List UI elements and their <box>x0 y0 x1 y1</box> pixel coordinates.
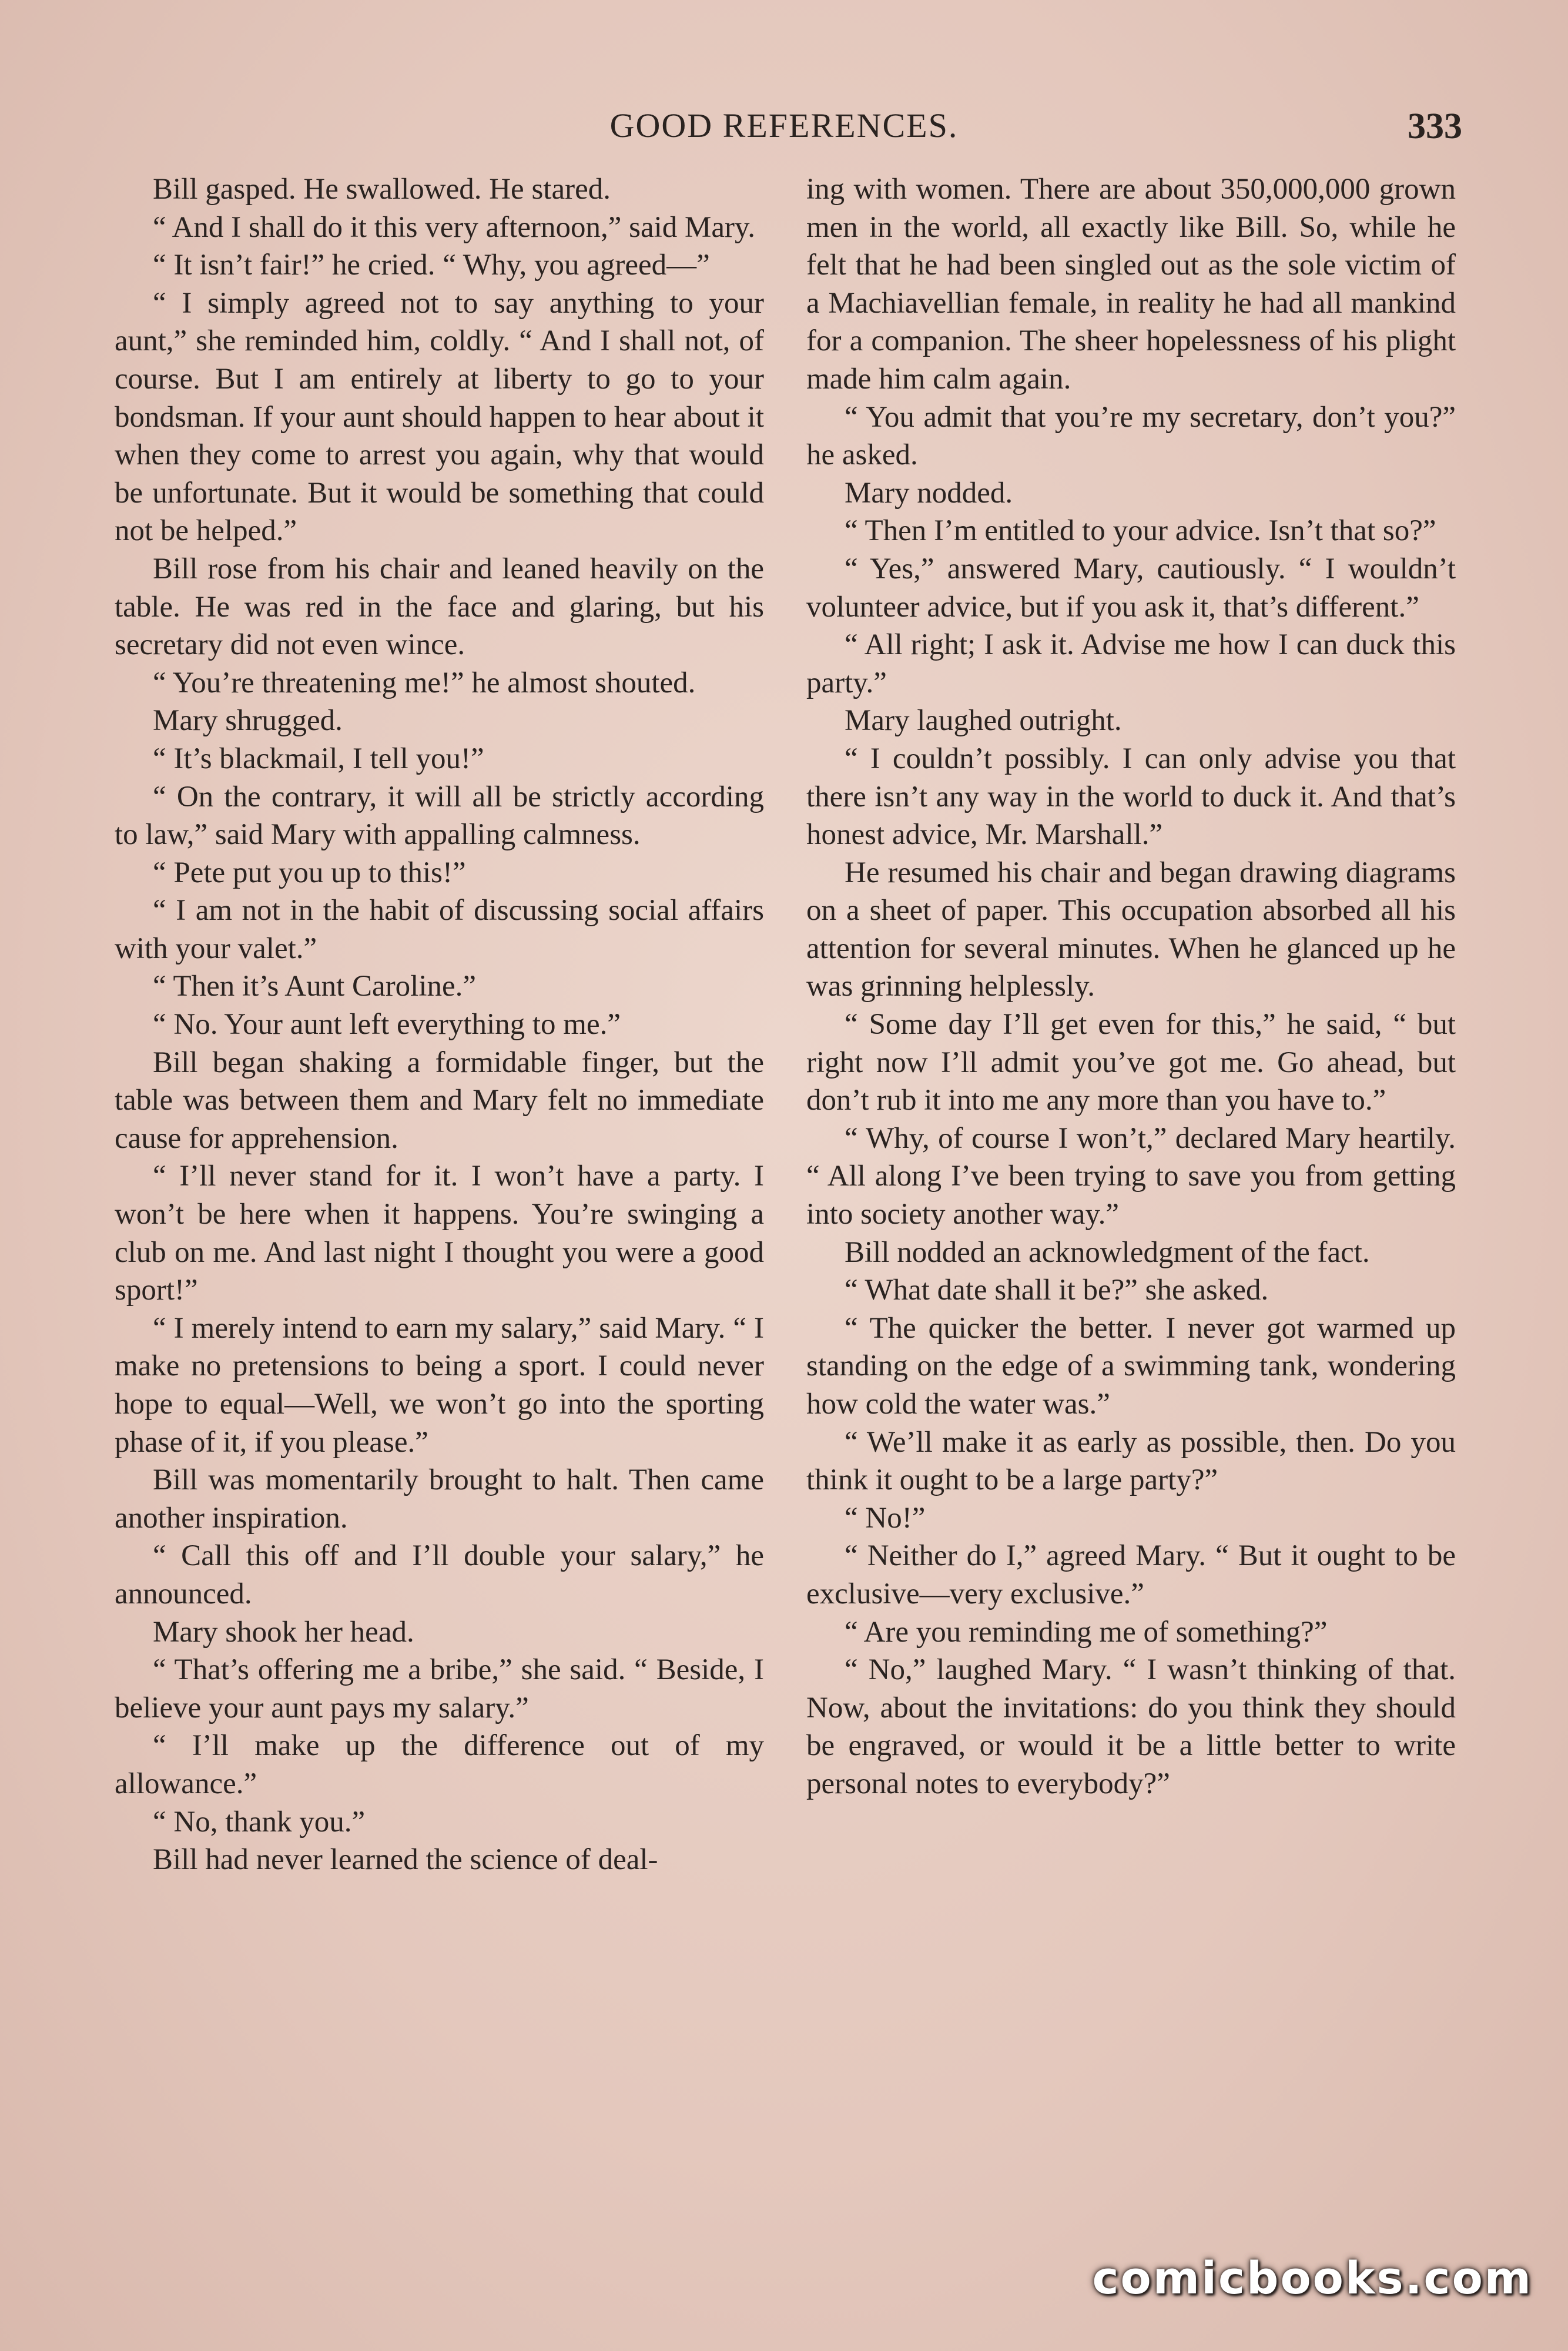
paragraph: “ You’re threatening me!” he almost shouted. <box>153 666 696 699</box>
paragraph: “ Then it’s Aunt Caroline.” <box>153 970 477 1003</box>
right-text-column <box>806 170 1456 1803</box>
paragraph: Bill nodded an acknowledgment of the fact. <box>845 1235 1370 1269</box>
paragraph: Mary shook her head. <box>153 1615 414 1649</box>
paragraph: “ I simply agreed not to say anything to your aunt,” she reminded him, coldly. “ And I shall not, of course. But I am entirely at liberty to go to your bondsman. If your aunt should happen to hear about it when they come to arrest you again, why that would be unfortunate. But it would be something that could not be helped.” <box>115 286 764 548</box>
paragraph: “ It’s blackmail, I tell you!” <box>153 742 484 775</box>
paragraph: “ All right; I ask it. Advise me how I can duck this party.” <box>806 628 1456 699</box>
paragraph: “ Pete put you up to this!” <box>153 856 466 889</box>
paragraph: Mary laughed outright. <box>845 704 1122 738</box>
running-head <box>0 106 1568 153</box>
paragraph: Bill was momentarily brought to halt. Then came another inspiration. <box>115 1463 764 1535</box>
paragraph: “ It isn’t fair!” he cried. “ Why, you agreed—” <box>153 249 710 282</box>
paragraph: “ I’ll make up the difference out of my allowance.” <box>115 1729 764 1800</box>
left-text-column <box>115 170 764 1879</box>
paragraph: Mary shrugged. <box>153 704 343 738</box>
paragraph: “ Are you reminding me of something?” <box>845 1615 1328 1649</box>
paragraph: “ No,” laughed Mary. “ I wasn’t thinking of that. Now, about the invitations: do you think they should be engraved, or would it be a little better to write personal notes to everybody?” <box>806 1653 1456 1800</box>
paragraph: “ Yes,” answered Mary, cautiously. “ I wouldn’t volunteer advice, but if you ask it, that’s different.” <box>806 552 1456 624</box>
paragraph: “ No!” <box>845 1501 926 1535</box>
watermark-logo: comicbooks.com <box>1092 2252 1533 2304</box>
paragraph: “ I couldn’t possibly. I can only advise you that there isn’t any way in the world to duck it. And that’s honest advice, Mr. Marshall.” <box>806 742 1456 852</box>
paragraph: “ Call this off and I’ll double your salary,” he announced. <box>115 1539 764 1610</box>
paragraph: “ That’s offering me a bribe,” she said. “ Beside, I believe your aunt pays my salary.” <box>115 1653 764 1724</box>
page-number: 333 <box>1408 106 1462 146</box>
paragraph: “ No, thank you.” <box>153 1805 366 1838</box>
paragraph: “ What date shall it be?” she asked. <box>845 1274 1269 1307</box>
paragraph: Bill had never learned the science of deal- <box>153 1843 658 1877</box>
paragraph: “ We’ll make it as early as possible, then. Do you think it ought to be a large party?” <box>806 1425 1456 1497</box>
paragraph-continuation: ing with women. There are about 350,000,000 grown men in the world, all exactly like Bill. So, while he felt that he had been singled out as the sole victim of a Machiavellian female, in reality he had all mankind for a companion. The sheer hopelessness of his plight made him calm again. <box>806 173 1456 396</box>
paragraph: Bill began shaking a formidable finger, but the table was between them and Mary felt no immediate cause for apprehension. <box>115 1046 764 1155</box>
paragraph: “ The quicker the better. I never got warmed up standing on the edge of a swimming tank, wondering how cold the water was.” <box>806 1311 1456 1421</box>
paragraph: “ You admit that you’re my secretary, don’t you?” he asked. <box>806 400 1456 472</box>
paragraph: “ Neither do I,” agreed Mary. “ But it ought to be exclusive—very exclusive.” <box>806 1539 1456 1610</box>
paragraph: “ No. Your aunt left everything to me.” <box>153 1008 621 1041</box>
paragraph: “ Why, of course I won’t,” declared Mary heartily. “ All along I’ve been trying to save you from getting into society another way.” <box>806 1121 1456 1231</box>
paragraph: “ Some day I’ll get even for this,” he said, “ but right now I’ll admit you’ve got me. Go ahead, but don’t rub it into me any more than you have to.” <box>806 1008 1456 1117</box>
running-title: GOOD REFERENCES. <box>609 106 959 145</box>
paragraph: Mary nodded. <box>845 476 1013 510</box>
paragraph: “ And I shall do it this very afternoon,” said Mary. <box>153 210 755 244</box>
paragraph: “ I’ll never stand for it. I won’t have a party. I won’t be here when it happens. You’re swinging a club on me. And last night I thought you were a good sport!” <box>115 1160 764 1307</box>
paragraph: Bill gasped. He swallowed. He stared. <box>153 173 611 206</box>
paragraph: “ I merely intend to earn my salary,” said Mary. “ I make no pretensions to being a sport. I could never hope to equal—Well, we won’t go into the sporting phase of it, if you please.” <box>115 1311 764 1459</box>
paragraph: “ I am not in the habit of discussing social affairs with your valet.” <box>115 894 764 965</box>
paragraph: “ Then I’m entitled to your advice. Isn’t that so?” <box>845 514 1436 548</box>
paragraph: “ On the contrary, it will all be strictly according to law,” said Mary with appalling calmness. <box>115 780 764 852</box>
paragraph: Bill rose from his chair and leaned heavily on the table. He was red in the face and glaring, but his secretary did not even wince. <box>115 552 764 662</box>
paragraph: He resumed his chair and began drawing diagrams on a sheet of paper. This occupation absorbed all his attention for several minutes. When he glanced up he was grinning helplessly. <box>806 856 1456 1003</box>
